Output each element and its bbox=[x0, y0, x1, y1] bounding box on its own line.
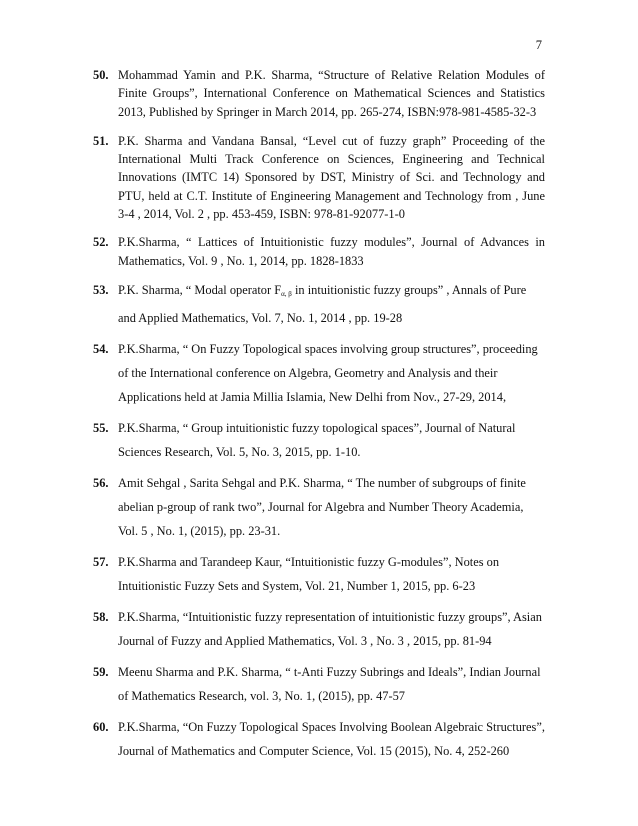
reference-number: 56. bbox=[93, 475, 109, 490]
reference-text: P.K.Sharma, “Intuitionistic fuzzy representation of intuitionistic fuzzy groups”, Asian Journal of Fuzzy and Applied Mathematics, Vol. 3 , No. 3 , 2015, pp. 81-94 bbox=[118, 609, 542, 648]
reference-item bbox=[93, 233, 545, 270]
reference-text: P.K.Sharma, “ Lattices of Intuitionistic fuzzy modules”, Journal of Advances in Mathematics, Vol. 9 , No. 1, 2014, pp. 1828-1833 bbox=[118, 235, 545, 268]
reference-text: P.K.Sharma, “On Fuzzy Topological Spaces Involving Boolean Algebraic Structures”, Journal of Mathematics and Computer Science, Vol. 15 (2015), No. 4, 252-260 bbox=[118, 719, 545, 758]
reference-item bbox=[93, 278, 545, 330]
reference-number: 57. bbox=[93, 554, 109, 569]
reference-text: Meenu Sharma and P.K. Sharma, “ t-Anti Fuzzy Subrings and Ideals”, Indian Journal of Mathematics Research, vol. 3, No. 1, (2015), pp. 47-57 bbox=[118, 664, 541, 703]
reference-list bbox=[93, 66, 545, 763]
reference-item bbox=[93, 660, 545, 708]
reference-text: P.K. Sharma and Vandana Bansal, “Level cut of fuzzy graph” Proceeding of the International Multi Track Conference on Sciences, Engineering and Technical Innovations (IMTC 14) Sponsored by DST, Ministry of Sci. and Technology and PTU, held at C.T. Institute of Engineering Management and Technology from , June 3-4 , 2014, Vol. 2 , pp. 453-459, ISBN: 978-81-92077-1-0 bbox=[118, 133, 545, 222]
reference-number: 53. bbox=[93, 282, 109, 297]
reference-item bbox=[93, 416, 545, 464]
reference-number: 58. bbox=[93, 609, 109, 624]
reference-number: 60. bbox=[93, 719, 109, 734]
reference-item bbox=[93, 337, 545, 409]
reference-item bbox=[93, 66, 545, 121]
reference-text: Amit Sehgal , Sarita Sehgal and P.K. Sharma, “ The number of subgroups of finite abelian p-group of rank two”, Journal for Algebra and Number Theory Academia, Vol. 5 , No. 1, (2015), pp. 23-31. bbox=[118, 475, 526, 538]
reference-number: 55. bbox=[93, 420, 109, 435]
reference-number: 54. bbox=[93, 341, 109, 356]
reference-text: P.K.Sharma, “ Group intuitionistic fuzzy topological spaces”, Journal of Natural Sciences Research, Vol. 5, No. 3, 2015, pp. 1-10. bbox=[118, 420, 516, 459]
reference-item bbox=[93, 605, 545, 653]
reference-text: P.K.Sharma, “ On Fuzzy Topological spaces involving group structures”, proceeding of the International conference on Algebra, Geometry and Analysis and their Applications held at Jamia Millia Islamia, New Delhi from Nov., 27-29, 2014, bbox=[118, 341, 538, 404]
reference-item bbox=[93, 550, 545, 598]
reference-number: 51. bbox=[93, 133, 109, 148]
reference-item bbox=[93, 132, 545, 223]
reference-number: 50. bbox=[93, 68, 109, 82]
page-number: 7 bbox=[535, 38, 542, 52]
operator-subscript: α, β bbox=[281, 289, 292, 298]
reference-item bbox=[93, 471, 545, 543]
reference-number: 52. bbox=[93, 235, 109, 250]
reference-number: 59. bbox=[93, 664, 109, 679]
reference-item bbox=[93, 715, 545, 763]
reference-text: P.K. Sharma, “ Modal operator $F_{\alpha, \beta}$ in intuitionistic fuzzy groups” , Annals of Pure and Applied Mathematics, Vol. 7, No. 1, 2014 , pp. 19-28 bbox=[118, 282, 527, 325]
reference-text: Mohammad Yamin and P.K. Sharma, “Structure of Relative Relation Modules of Finite Groups”, International Conference on Mathematical Sciences and Statistics 2013, Published by Springer in March 2014, pp. 265-274, ISBN:978-981-4585-32-3 bbox=[118, 68, 545, 119]
reference-text: P.K.Sharma and Tarandeep Kaur, “Intuitionistic fuzzy G-modules”, Notes on Intuitionistic Fuzzy Sets and System, Vol. 21, Number 1, 2015, pp. 6-23 bbox=[118, 554, 500, 593]
